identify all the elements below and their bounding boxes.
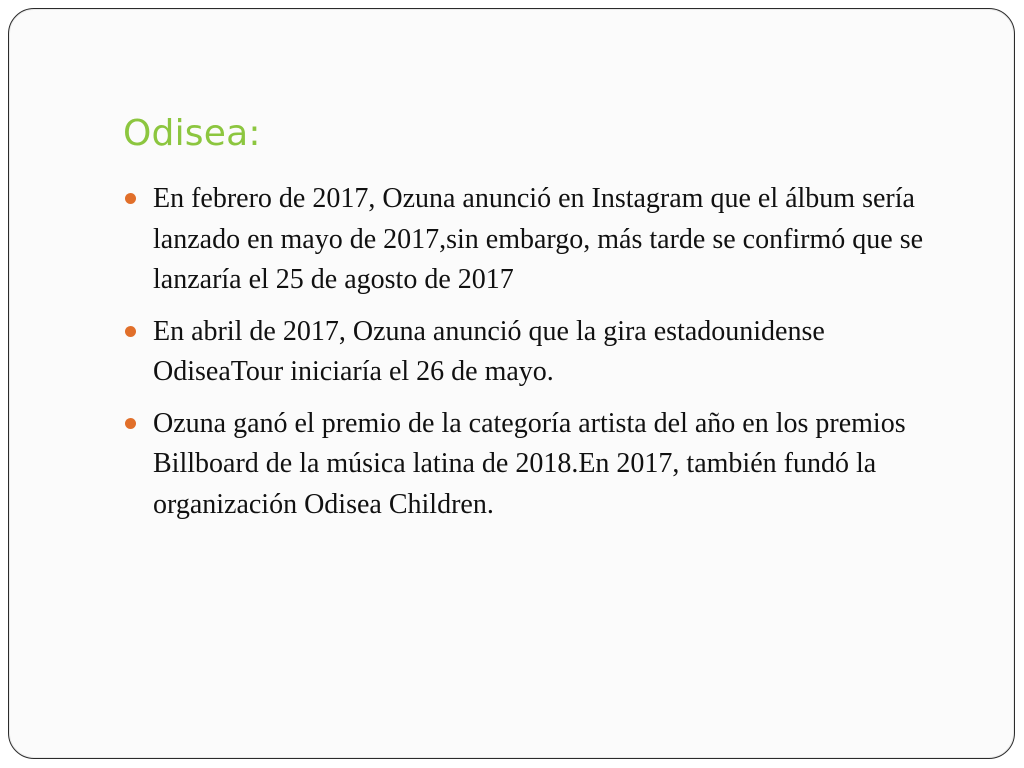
bullet-dot-icon — [125, 193, 136, 204]
bullet-item — [123, 404, 943, 526]
bullet-dot-icon — [125, 418, 136, 429]
bullet-item — [123, 312, 943, 393]
bullet-dot-icon — [125, 326, 136, 337]
bullet-text: Ozuna ganó el premio de la categoría artista del año en los premios Billboard de la música latina de 2018.En 2017, también fundó la organización Odisea Children. — [153, 407, 906, 520]
slide-title: Odisea: — [123, 113, 261, 154]
bullet-text: En abril de 2017, Ozuna anunció que la gira estadounidense OdiseaTour iniciaría el 26 de mayo. — [153, 315, 825, 387]
slide-frame — [8, 8, 1015, 759]
bullet-text: En febrero de 2017, Ozuna anunció en Instagram que el álbum sería lanzado en mayo de 2017,sin embargo, más tarde se confirmó que se lanzaría el 25 de agosto de 2017 — [153, 183, 924, 295]
bullet-item — [123, 179, 943, 301]
bullet-list — [123, 179, 943, 536]
